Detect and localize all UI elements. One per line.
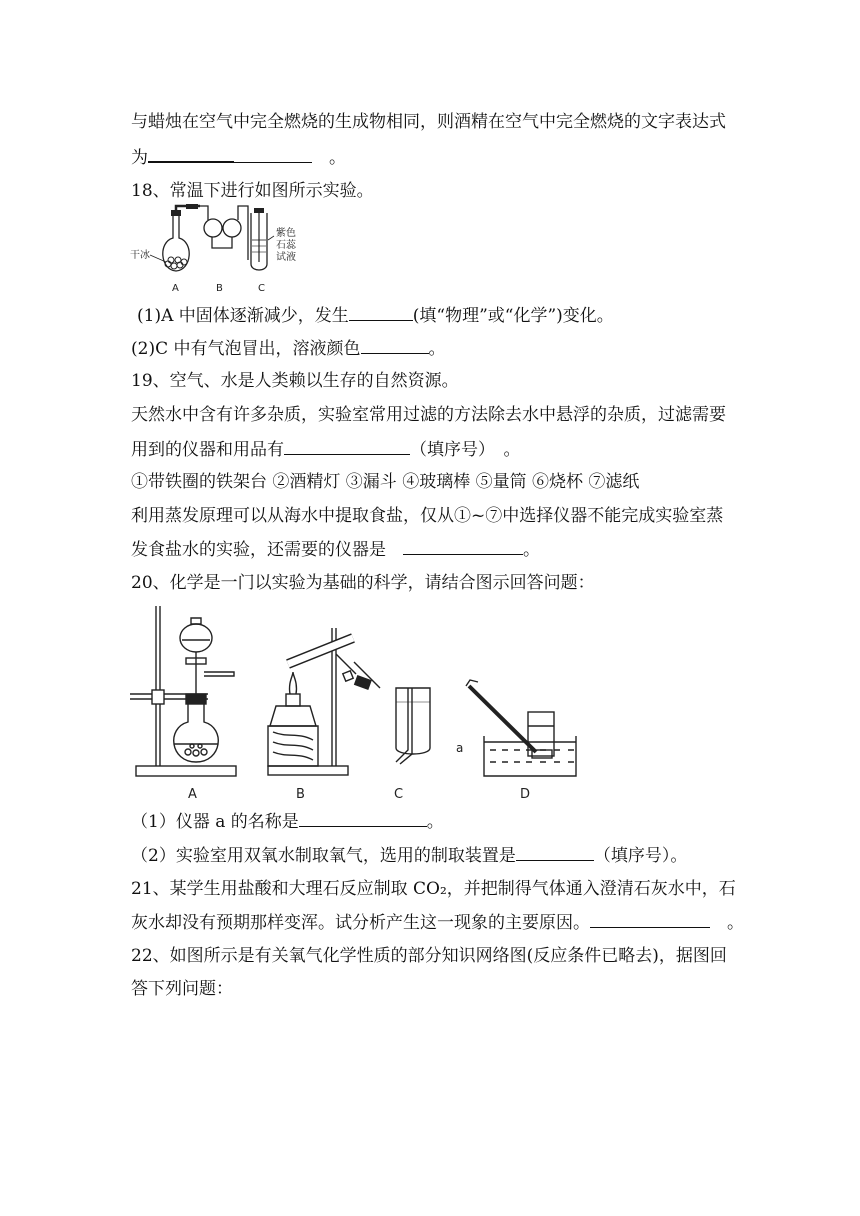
q19-line2: [131, 438, 521, 461]
q17-answer-blank-a[interactable]: [148, 145, 234, 163]
q19-line5-tail: 。: [523, 540, 540, 560]
fig20-letter-c: C: [394, 787, 404, 802]
q18-sub1-tail: (填“物理”或“化学”)变化。: [412, 306, 614, 326]
q19-line5: [131, 538, 540, 561]
q19-line4: 利用蒸发原理可以从海水中提取食盐，仅从①~⑦中选择仪器不能完成实验室蒸: [131, 506, 724, 526]
q20-stem: 20、化学是一门以实验为基础的科学，请结合图示回答问题：: [131, 573, 595, 593]
q20-device-blank[interactable]: [516, 844, 594, 861]
q20-sub2-text: （2）实验室用双氧水制取氧气，选用的制取装置是: [131, 846, 516, 866]
label-a-instrument: a: [456, 741, 464, 755]
q20-sub1: [131, 810, 444, 833]
q17-line1: 与蜡烛在空气中完全燃烧的生成物相同，则酒精在空气中完全燃烧的文字表达式: [131, 112, 726, 132]
fig20-letter-d: D: [520, 787, 531, 802]
fig20-letter-b: B: [296, 787, 305, 802]
fig18-letter-a: A: [172, 283, 179, 294]
litmus-label-1: 紫色: [276, 228, 296, 239]
q18-sub1: [137, 304, 614, 327]
litmus-label-3: 试液: [276, 252, 296, 263]
q19-line1: 天然水中含有许多杂质，实验室常用过滤的方法除去水中悬浮的杂质，过滤需要: [131, 405, 726, 425]
q21-line2-text: 灰水却没有预期那样变浑。试分析产生这一现象的主要原因。: [131, 913, 590, 933]
q21-line2-tail: 。: [727, 913, 744, 933]
apparatus-d: [466, 680, 576, 776]
q18-sub2-blank[interactable]: [361, 337, 429, 354]
q20-sub2: [131, 844, 687, 867]
litmus-label-2: 石蕊: [276, 240, 296, 251]
q18-stem: 18、常温下进行如图所示实验。: [131, 181, 374, 201]
q19-line5-text: 发食盐水的实验，还需要的仪器是: [131, 540, 386, 560]
q17-line2: [131, 145, 346, 169]
q21-line2: [131, 911, 744, 934]
q22-line1: 22、如图所示是有关氧气化学性质的部分知识网络图(反应条件已略去)，据图回: [131, 946, 727, 966]
q17-prefix: 为: [131, 148, 148, 168]
q19-options: ①带铁圈的铁架台 ②酒精灯 ③漏斗 ④玻璃棒 ⑤量筒 ⑥烧杯 ⑦滤纸: [131, 472, 640, 492]
apparatus-c: [396, 688, 430, 764]
fig18-letter-b: B: [216, 283, 223, 294]
q20-apparatus-figure: [128, 602, 588, 806]
flask-a: [163, 210, 189, 271]
fig18-letter-c: C: [258, 283, 265, 294]
q18-sub2-text: (2)C 中有气泡冒出，溶液颜色: [131, 339, 361, 359]
q19-answer-blank[interactable]: [284, 438, 410, 455]
q19-line2-text: 用到的仪器和用品有: [131, 440, 284, 460]
q19-line2-tail: （填序号） 。: [410, 440, 521, 460]
q18-sub1-text: (1)A 中固体逐渐减少，发生: [137, 306, 349, 326]
fig20-letter-a: A: [188, 787, 197, 802]
q18-sub2-tail: 。: [428, 339, 446, 359]
q21-reason-blank[interactable]: [590, 911, 710, 928]
q20-sub1-tail: 。: [426, 812, 444, 832]
q19-instrument-blank[interactable]: [403, 538, 523, 555]
test-tube-c: [251, 208, 267, 270]
double-bulb-b: [200, 206, 248, 260]
q17-answer-blank-b[interactable]: [234, 146, 312, 163]
q22-line2: 答下列问题：: [131, 979, 233, 999]
q18-sub1-blank[interactable]: [349, 304, 413, 321]
q17-suffix: 。: [329, 148, 346, 168]
apparatus-b: [268, 628, 380, 775]
apparatus-a: [130, 606, 236, 776]
q20-instrument-blank[interactable]: [299, 810, 427, 827]
dry-ice-label: 干冰: [130, 250, 150, 261]
q21-line1: 21、某学生用盐酸和大理石反应制取 CO₂，并把制得气体通入澄清石灰水中，石: [131, 879, 736, 899]
q18-sub2: [131, 337, 446, 360]
q18-apparatus-figure: [128, 204, 304, 296]
q20-sub1-text: （1）仪器 a 的名称是: [131, 812, 299, 832]
q19-stem: 19、空气、水是人类赖以生存的自然资源。: [131, 371, 459, 391]
q20-sub2-tail: （填序号）。: [593, 846, 688, 866]
